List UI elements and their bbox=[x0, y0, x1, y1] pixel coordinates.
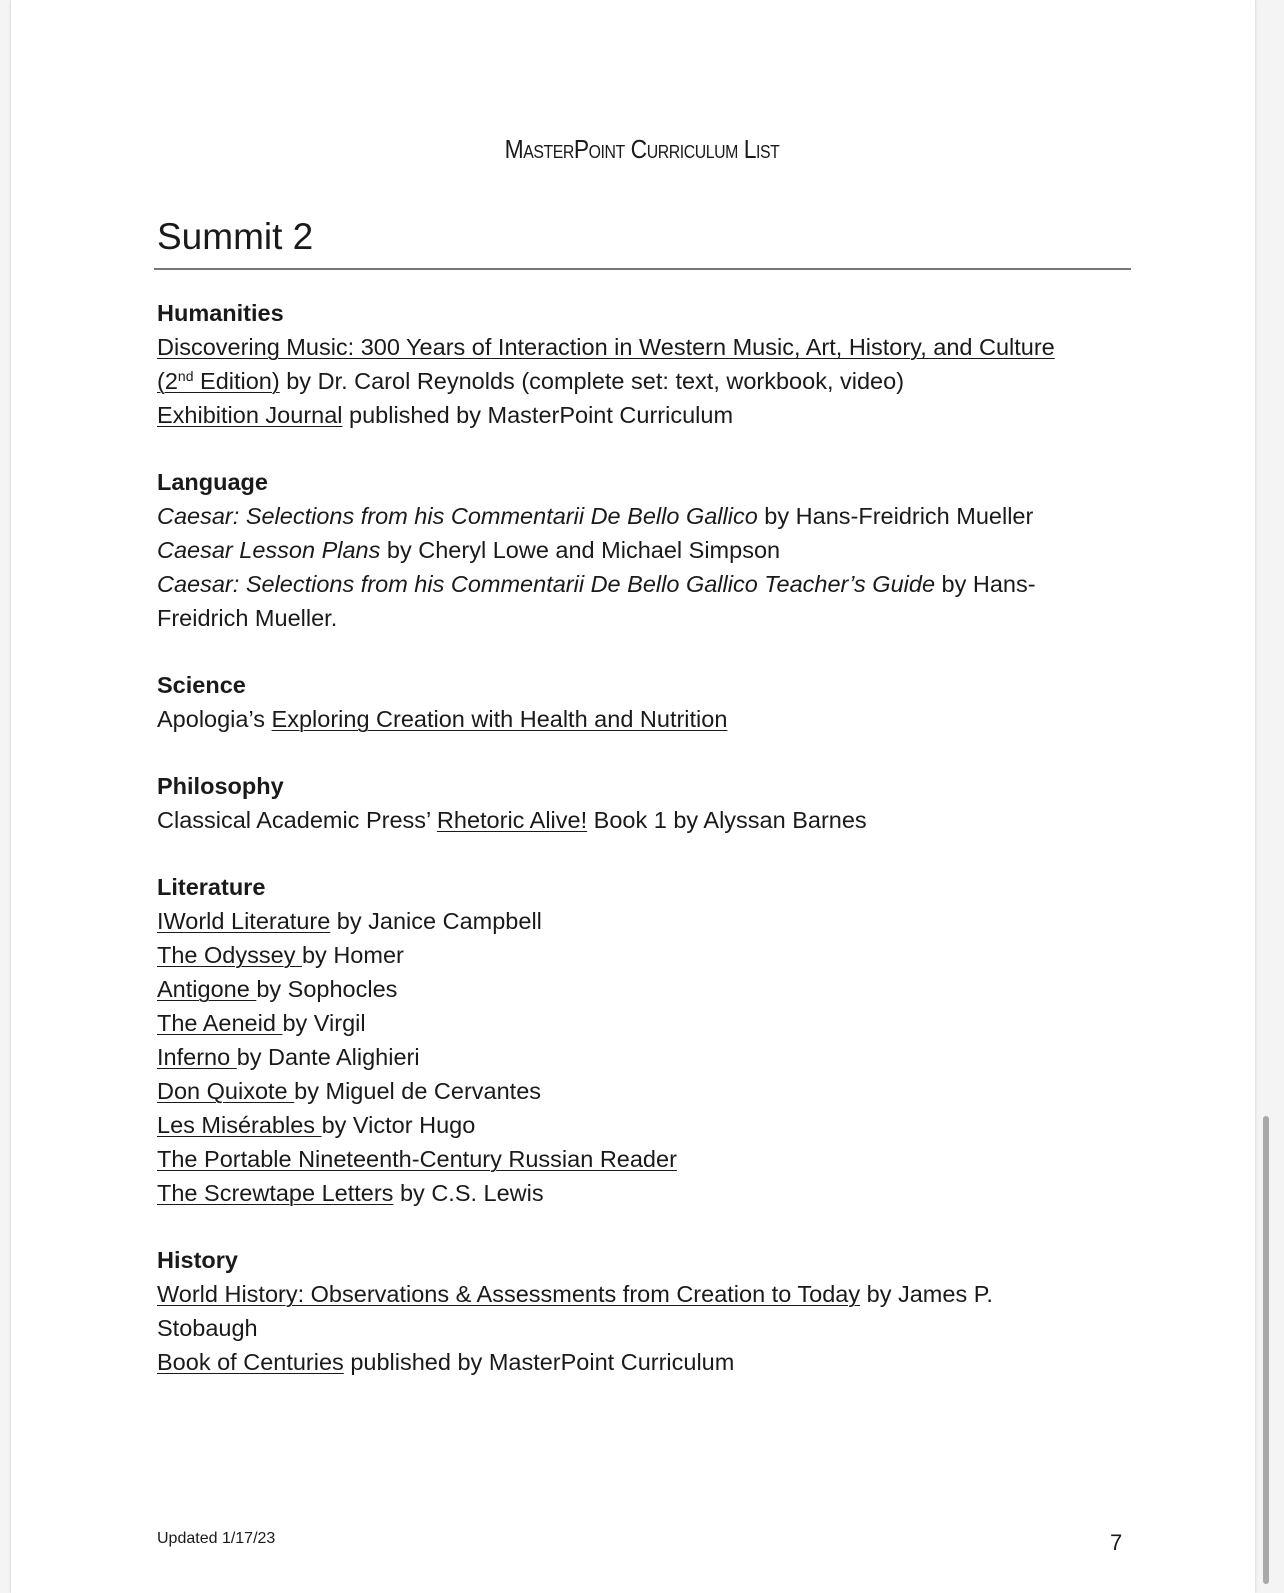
philosophy-section bbox=[157, 769, 1137, 837]
humanities-section bbox=[157, 296, 1137, 432]
list-item bbox=[157, 702, 1137, 736]
book-title-link[interactable]: Rhetoric Alive! bbox=[436, 807, 588, 833]
literature-heading: Literature bbox=[157, 874, 266, 900]
list-item bbox=[157, 1176, 1137, 1210]
book-author: by Virgil bbox=[282, 1010, 366, 1036]
book-title-link[interactable]: The Portable Nineteenth-Century Russian Reader bbox=[157, 1146, 677, 1172]
book-title-link[interactable]: (2nd Edition) bbox=[157, 368, 280, 394]
list-item-continuation: Freidrich Mueller. bbox=[157, 605, 338, 631]
list-item bbox=[157, 1142, 1137, 1176]
publisher: Classical Academic Press’ bbox=[157, 807, 437, 833]
book-title: Caesar: Selections from his Commentarii De Bello Gallico Teacher’s Guide bbox=[157, 571, 936, 597]
list-item bbox=[157, 803, 1137, 837]
list-item bbox=[157, 1040, 1137, 1074]
list-item bbox=[157, 1108, 1137, 1142]
literature-section bbox=[157, 870, 1137, 1210]
language-section bbox=[157, 465, 1137, 635]
book-author: by Victor Hugo bbox=[321, 1112, 476, 1138]
list-item bbox=[157, 1345, 1137, 1379]
list-item bbox=[157, 1277, 1137, 1311]
list-item bbox=[157, 972, 1137, 1006]
book-author: by Sophocles bbox=[256, 976, 398, 1002]
list-item bbox=[157, 398, 1137, 432]
history-section bbox=[157, 1243, 1137, 1379]
updated-date: Updated 1/17/23 bbox=[157, 1530, 276, 1547]
humanities-heading: Humanities bbox=[157, 300, 284, 326]
book-title-link[interactable]: Antigone bbox=[157, 976, 257, 1002]
publisher: Apologia’s bbox=[157, 706, 272, 732]
book-title-link[interactable]: Discovering Music: 300 Years of Interaction in Western Music, Art, History, and Culture bbox=[157, 334, 1055, 360]
book-title-link[interactable]: Don Quixote bbox=[157, 1078, 295, 1104]
book-title: Caesar Lesson Plans bbox=[157, 537, 381, 563]
book-title-link[interactable]: Book of Centuries bbox=[157, 1349, 344, 1375]
book-author: by James P. bbox=[860, 1281, 993, 1307]
book-author: by C.S. Lewis bbox=[393, 1180, 544, 1206]
list-item bbox=[157, 1006, 1137, 1040]
scrollbar[interactable] bbox=[1258, 0, 1276, 1593]
philosophy-heading: Philosophy bbox=[157, 773, 284, 799]
book-author: by Miguel de Cervantes bbox=[294, 1078, 542, 1104]
book-author: by Janice Campbell bbox=[330, 908, 542, 934]
book-author: published by MasterPoint Curriculum bbox=[343, 1349, 735, 1375]
book-title-link[interactable]: World History: Observations & Assessments from Creation to Today bbox=[157, 1281, 861, 1307]
book-author: by Dr. Carol Reynolds (complete set: text, workbook, video) bbox=[279, 368, 905, 394]
list-item bbox=[157, 499, 1137, 533]
book-author: published by MasterPoint Curriculum bbox=[342, 402, 734, 428]
book-title-link[interactable]: Exploring Creation with Health and Nutrition bbox=[271, 706, 728, 732]
book-title-link[interactable]: IWorld Literature bbox=[157, 908, 331, 934]
book-author: by Hans-Freidrich Mueller bbox=[757, 503, 1034, 529]
list-item bbox=[157, 364, 1137, 398]
list-item bbox=[157, 533, 1137, 567]
list-item bbox=[157, 1074, 1137, 1108]
list-item bbox=[157, 938, 1137, 972]
book-author: by Cheryl Lowe and Michael Simpson bbox=[380, 537, 781, 563]
page-number: 7 bbox=[1110, 1530, 1123, 1555]
list-item bbox=[157, 904, 1137, 938]
book-title-link[interactable]: The Screwtape Letters bbox=[157, 1180, 394, 1206]
book-title-link[interactable]: Exhibition Journal bbox=[157, 402, 343, 428]
book-author: by Hans- bbox=[935, 571, 1036, 597]
book-title: Caesar: Selections from his Commentarii De Bello Gallico bbox=[157, 503, 758, 529]
book-author: Book 1 by Alyssan Barnes bbox=[587, 807, 867, 833]
title-divider bbox=[154, 268, 1131, 270]
science-section bbox=[157, 668, 1137, 736]
language-heading: Language bbox=[157, 469, 268, 495]
science-heading: Science bbox=[157, 672, 246, 698]
book-author: by Homer bbox=[301, 942, 404, 968]
page-title: Summit 2 bbox=[157, 216, 314, 257]
book-author: by Dante Alighieri bbox=[236, 1044, 420, 1070]
book-title-link[interactable]: The Odyssey bbox=[157, 942, 302, 968]
book-title-link[interactable]: Inferno bbox=[157, 1044, 237, 1070]
curriculum-content bbox=[157, 296, 1137, 1412]
scrollbar-thumb[interactable] bbox=[1263, 1116, 1269, 1584]
history-heading: History bbox=[157, 1247, 238, 1273]
book-title-link[interactable]: Les Misérables bbox=[157, 1112, 322, 1138]
document-header: MasterPoint Curriculum List bbox=[504, 134, 780, 164]
book-title-link[interactable]: The Aeneid bbox=[157, 1010, 283, 1036]
list-item bbox=[157, 330, 1137, 364]
list-item-continuation: Stobaugh bbox=[157, 1315, 258, 1341]
list-item bbox=[157, 567, 1137, 601]
